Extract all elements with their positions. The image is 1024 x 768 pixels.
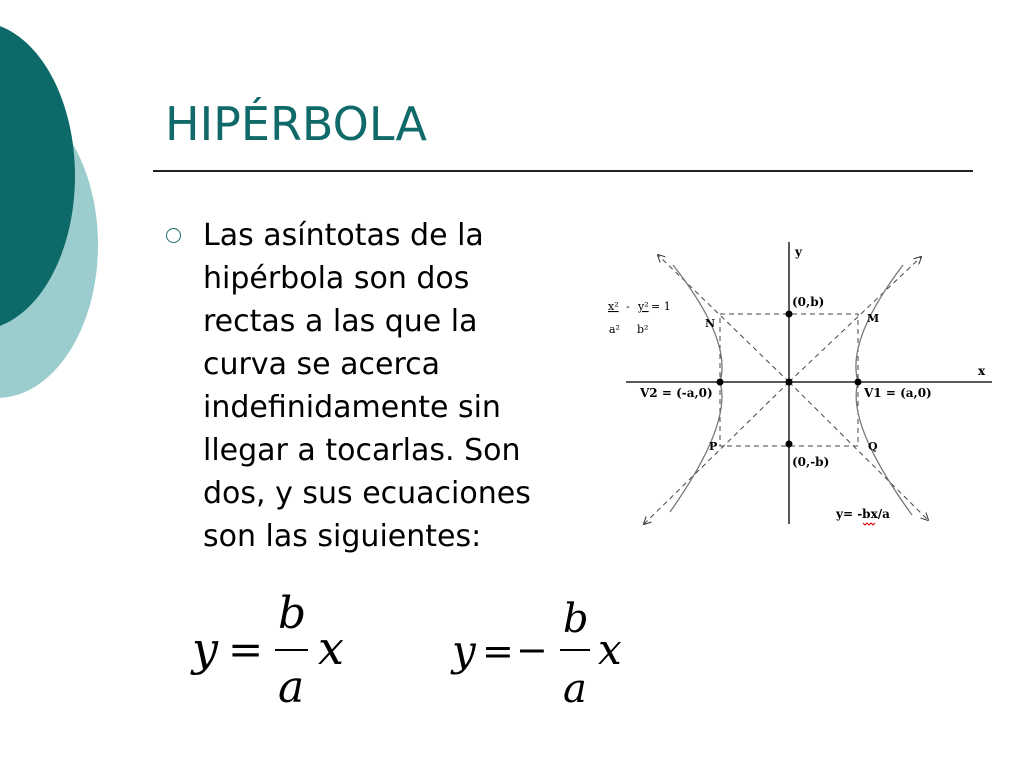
label-N: N	[705, 317, 716, 330]
formula-numerator: b	[563, 596, 589, 642]
point-marker	[786, 311, 793, 318]
label-V1: V1 = (a,0)	[864, 386, 932, 400]
bullet-line: curva se acerca	[203, 347, 441, 382]
formula-minus: −	[516, 628, 548, 672]
point-marker	[786, 379, 793, 386]
slide-title: HIPÉRBOLA	[165, 97, 428, 151]
label-asymptote: y= -bx/a	[836, 507, 890, 521]
formula-x: x	[318, 621, 344, 675]
point-marker	[786, 441, 793, 448]
bullet-line: Las asíntotas de la	[203, 218, 484, 253]
bullet-circle-icon	[166, 228, 181, 243]
equation-minus: -	[626, 300, 630, 313]
label-Q: Q	[868, 440, 878, 453]
asymptote-formulas	[180, 580, 640, 710]
point-marker	[855, 379, 862, 386]
formula-equals: =	[482, 629, 514, 673]
asymptote-line	[789, 257, 921, 382]
asymptote-line	[644, 382, 789, 524]
equation-a2: a²	[609, 323, 620, 336]
equation-equals-1: = 1	[651, 300, 671, 313]
formula-x: x	[598, 625, 622, 674]
bullet-line: llegar a tocarlas. Son	[203, 433, 521, 468]
label-M: M	[867, 312, 880, 325]
asymptote-line	[658, 255, 789, 382]
formula-denominator: a	[563, 666, 587, 710]
bullet-line: dos, y sus ecuaciones	[203, 476, 531, 511]
bullet-line: son las siguientes:	[203, 519, 482, 554]
equation-x2: x²	[608, 300, 619, 313]
label-P: P	[709, 440, 718, 453]
label-0-minus-b: (0,-b)	[792, 455, 830, 469]
bullet-text	[203, 214, 603, 558]
point-marker	[717, 379, 724, 386]
label-0b: (0,b)	[792, 295, 825, 309]
formula-equals: =	[228, 625, 264, 674]
formula-numerator: b	[278, 588, 307, 639]
equation-b2: b²	[637, 323, 649, 336]
formula-y: y	[452, 626, 476, 675]
hyperbola-diagram	[598, 240, 998, 530]
x-axis-label: x	[978, 364, 986, 378]
formula-positive	[190, 588, 344, 710]
spellcheck-squiggle	[863, 523, 875, 525]
formula-y: y	[192, 622, 218, 676]
formula-negative	[450, 596, 622, 710]
bullet-line: indefinidamente sin	[203, 390, 501, 425]
bullet-line: hipérbola son dos	[203, 261, 470, 296]
formula-denominator: a	[278, 662, 305, 710]
label-V2: V2 = (-a,0)	[640, 386, 713, 400]
equation-y2: y²	[638, 300, 649, 313]
bullet-line: rectas a las que la	[203, 304, 478, 339]
y-axis-label: y	[795, 245, 802, 259]
title-divider	[153, 170, 973, 172]
